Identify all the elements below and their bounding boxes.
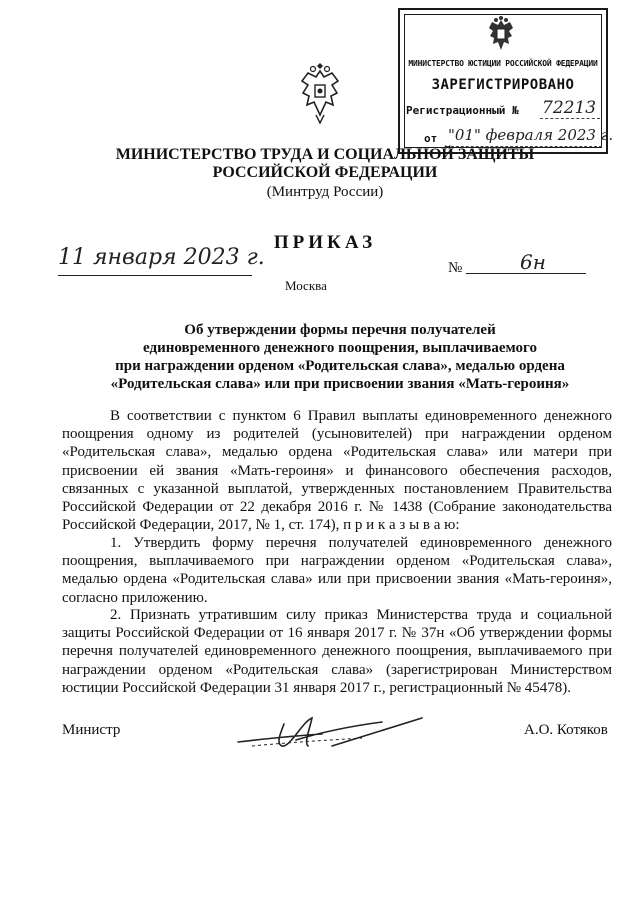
signatory-title: Министр xyxy=(62,722,121,738)
subject-title-line2: единовременного денежного поощрения, выплачиваемого xyxy=(143,340,537,356)
body-paragraph-item-1: 1. Утвердить форму перечня получателей единовременного денежного поощрения, выплачиваемого при награждении орденом «Родительская слава», медалью ордена «Родительская слава» или при присвоении звания «Мать-героиня», согласно приложению. xyxy=(62,535,612,606)
ministry-name-line1: МИНИСТЕРСТВО ТРУДА И СОЦИАЛЬНОЙ ЗАЩИТЫ xyxy=(115,146,535,163)
stamp-regno-underline xyxy=(540,118,600,119)
registration-stamp xyxy=(398,8,614,154)
order-number-handwritten: 6н xyxy=(520,250,546,274)
stamp-registered-text: ЗАРЕГИСТРИРОВАНО xyxy=(431,77,575,93)
stamp-date-label: от xyxy=(424,132,438,145)
stamp-eagle-emblem-icon xyxy=(484,16,518,56)
stamp-regno-label: Регистрационный № xyxy=(406,104,519,117)
order-number-label: № xyxy=(448,260,463,276)
subject-title-line1: Об утверждении формы перечня получателей xyxy=(184,322,496,338)
order-title: ПРИКАЗ xyxy=(273,232,377,253)
body-paragraph-item-2: 2. Признать утратившим силу приказ Министерства труда и социальной защиты Российской Федерации от 16 января 2017 г. № 37н «Об утверждении формы перечня получателей единовременного денежного поощрения, выплачиваемого при награждении орденом «Родительская слава» (зарегистрирован Министерством юстиции Российской Федерации 31 января 2017 г., регистрационный № 45478). xyxy=(62,607,612,696)
order-city: Москва xyxy=(285,278,327,293)
coat-of-arms-emblem-icon xyxy=(296,63,344,127)
subject-title-line4: «Родительская слава» или при присвоении звания «Мать-героиня» xyxy=(110,376,570,392)
ministry-short-name: (Минтруд России) xyxy=(266,184,384,200)
ministry-name-line2: РОССИЙСКОЙ ФЕДЕРАЦИИ xyxy=(212,164,438,181)
order-number-underline xyxy=(466,273,586,274)
body-paragraph-preamble: В соответствии с пунктом 6 Правил выплаты единовременного денежного поощрения одному из родителей (усыновителей) при награждении орденом «Родительская слава», медалью ордена «Родительская слава» или матери при присвоении ей звания «Мать-героиня» и финансового обеспечения расходов, связанных с указанной выплатой, утвержденных постановлением Правительства Российской Федерации от 22 декабря 2016 г. № 1438 (Собрание законодательства Российской Федерации, 2017, № 1, ст. 174), п р и к а з ы в а ю: xyxy=(62,408,612,534)
stamp-regno-value: 72213 xyxy=(542,98,597,118)
order-date-underline xyxy=(58,275,252,276)
handwritten-signature-icon xyxy=(232,712,432,756)
order-date-handwritten: 11 января 2023 г. xyxy=(58,245,265,270)
signatory-name: А.О. Котяков xyxy=(524,722,608,738)
stamp-date-value: "01" февраля 2023 г. xyxy=(448,126,614,144)
subject-title-line3: при награждении орденом «Родительская слава», медалью ордена xyxy=(115,358,565,374)
stamp-ministry-text: МИНИСТЕРСТВО ЮСТИЦИИ РОССИЙСКОЙ ФЕДЕРАЦИИ xyxy=(408,59,598,68)
